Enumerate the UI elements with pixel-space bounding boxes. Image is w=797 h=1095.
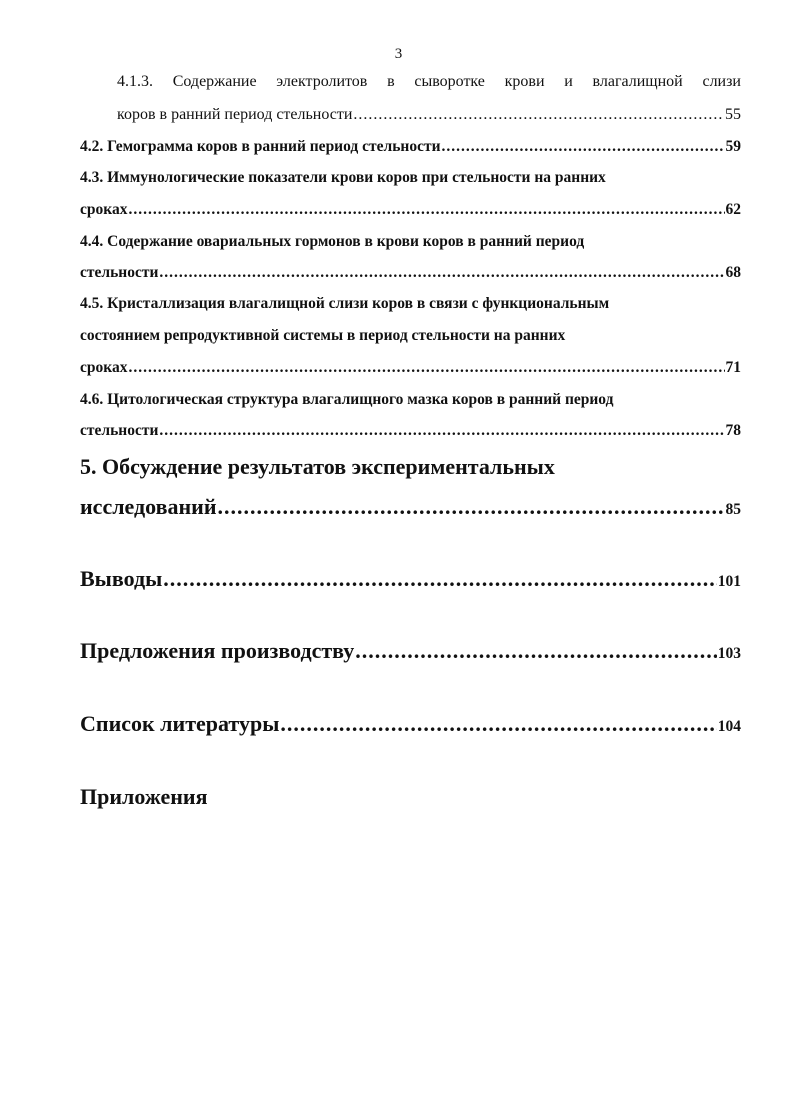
toc-entry-conclusions[interactable]	[80, 566, 741, 592]
dot-leader	[159, 264, 724, 282]
toc-entry-4-6[interactable]	[80, 422, 741, 440]
toc-entry-4-6-line2: стельности	[80, 422, 159, 439]
toc-entry-4-5-line2: состоянием репродуктивной системы в период стельности на ранних	[80, 327, 566, 344]
toc-page-4-3: 62	[725, 201, 741, 218]
toc-page-conclusions: 101	[717, 573, 741, 590]
toc-entry-4-5-line1: 4.5. Кристаллизация влагалищной слизи коров в связи с функциональным	[80, 295, 610, 312]
dot-leader	[353, 106, 724, 124]
toc-page-4-1-3: 55	[725, 106, 741, 123]
toc-title-proposals: Предложения производству	[80, 638, 355, 663]
toc-entry-4-4-line2: стельности	[80, 264, 159, 281]
dot-leader	[218, 494, 725, 520]
toc-entry-4-3[interactable]	[80, 201, 741, 219]
toc-entry-4-1-3[interactable]	[117, 106, 741, 124]
dot-leader	[128, 359, 724, 377]
dot-leader	[159, 422, 724, 440]
dot-leader	[163, 566, 716, 592]
toc-entry-4-3-line1: 4.3. Иммунологические показатели крови коров при стельности на ранних	[80, 169, 606, 186]
toc-page-4-4: 68	[725, 264, 741, 281]
toc-entry-5[interactable]	[80, 494, 741, 520]
toc-page-5: 85	[725, 501, 741, 518]
toc-entry-4-3-line2: сроках	[80, 201, 128, 218]
toc-entry-4-6-line1: 4.6. Цитологическая структура влагалищного мазка коров в ранний период	[80, 391, 614, 408]
toc-entry-proposals[interactable]	[80, 638, 741, 664]
toc-page-4-5: 71	[725, 359, 741, 376]
toc-entry-5-line1: 5. Обсуждение результатов экспериментальных	[80, 454, 555, 479]
toc-entry-appendices[interactable]: Приложения	[80, 784, 208, 809]
toc-page-4-2: 59	[725, 138, 741, 155]
toc-entry-4-2[interactable]	[80, 138, 741, 156]
toc-entry-4-4-line1: 4.4. Содержание овариальных гормонов в крови коров в ранний период	[80, 233, 585, 250]
toc-page-4-6: 78	[725, 422, 741, 439]
page-number: 3	[394, 46, 403, 62]
dot-leader	[128, 201, 724, 219]
toc-entry-5-line2: исследований	[80, 494, 217, 519]
dot-leader	[280, 711, 716, 737]
toc-title-conclusions: Выводы	[80, 566, 163, 591]
toc-entry-references[interactable]	[80, 711, 741, 737]
dot-leader	[442, 138, 725, 156]
toc-title-4-2: 4.2. Гемограмма коров в ранний период стельности	[80, 138, 441, 155]
toc-entry-4-4[interactable]	[80, 264, 741, 282]
toc-page-proposals: 103	[717, 645, 741, 662]
dot-leader	[355, 638, 716, 664]
toc-entry-4-5-line3: сроках	[80, 359, 128, 376]
toc-entry-4-5[interactable]	[80, 359, 741, 377]
toc-title-references: Список литературы	[80, 711, 280, 736]
toc-entry-4-1-3-line1: 4.1.3. Содержание электролитов в сыворотке крови и влагалищной слизи	[117, 73, 741, 90]
toc-page-references: 104	[717, 718, 741, 735]
toc-entry-4-1-3-line2: коров в ранний период стельности	[117, 106, 353, 123]
